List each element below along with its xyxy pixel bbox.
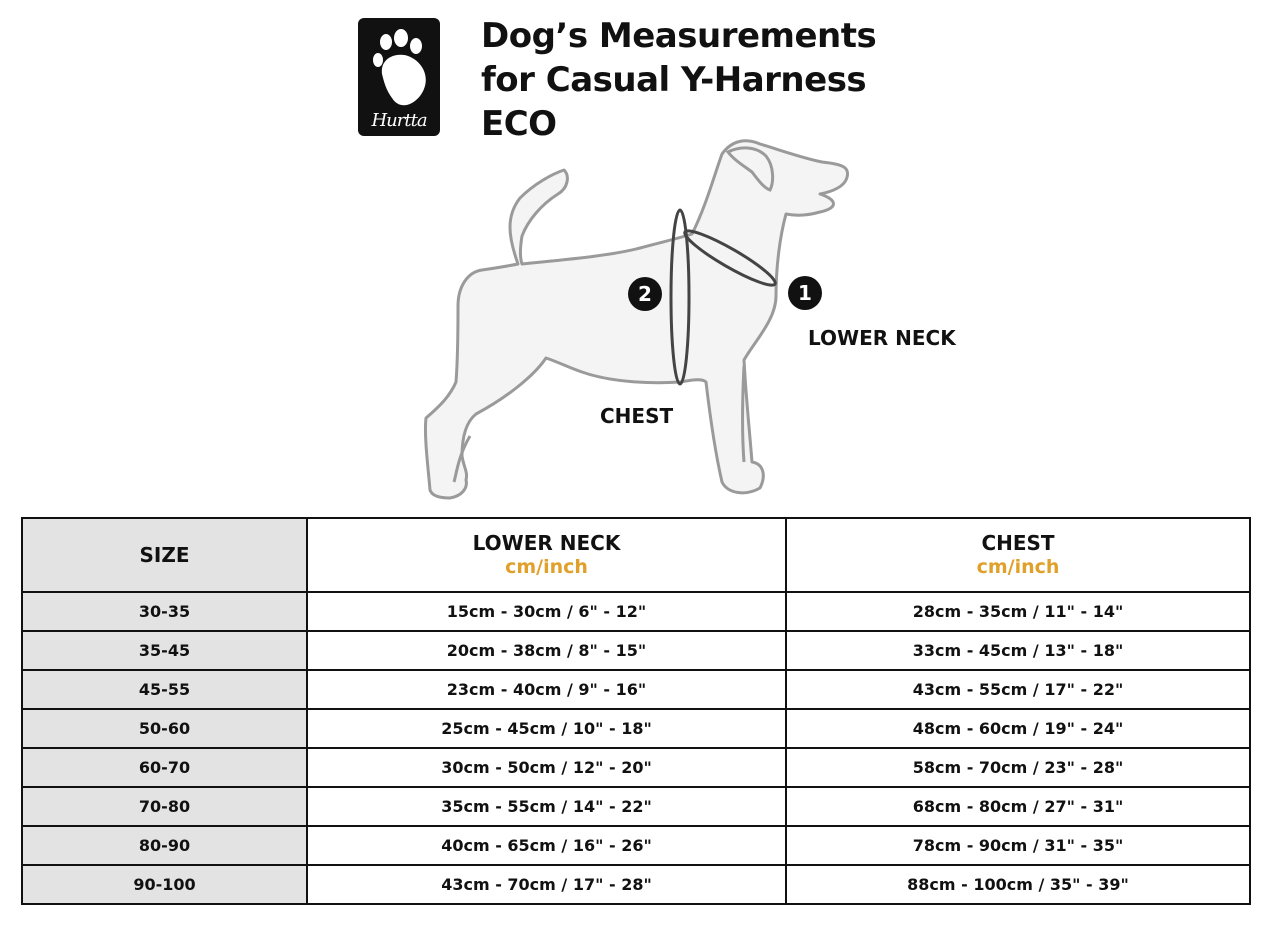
hurtta-logo: [358, 18, 440, 136]
cell-lower-neck: 25cm - 45cm / 10" - 18": [307, 709, 786, 748]
cell-lower-neck: 43cm - 70cm / 17" - 28": [307, 865, 786, 904]
cell-lower-neck: 15cm - 30cm / 6" - 12": [307, 592, 786, 631]
header-lower-neck: [307, 518, 786, 592]
table-row: [22, 592, 1250, 631]
cell-chest: 28cm - 35cm / 11" - 14": [786, 592, 1250, 631]
cell-lower-neck: 35cm - 55cm / 14" - 22": [307, 787, 786, 826]
header-chest-unit: cm/inch: [976, 556, 1060, 578]
cell-lower-neck: 23cm - 40cm / 9" - 16": [307, 670, 786, 709]
cell-chest: 78cm - 90cm / 31" - 35": [786, 826, 1250, 865]
cell-size: 50-60: [22, 709, 307, 748]
table-row: [22, 631, 1250, 670]
marker-2-label: 2: [638, 282, 652, 306]
title-line-2: for Casual Y-Harness: [481, 60, 867, 100]
chest-label: CHEST: [600, 404, 674, 428]
marker-1-label: 1: [798, 281, 812, 305]
header-size: SIZE: [22, 518, 307, 592]
cell-size: 60-70: [22, 748, 307, 787]
dog-silhouette: [425, 141, 847, 498]
cell-size: 35-45: [22, 631, 307, 670]
cell-size: 30-35: [22, 592, 307, 631]
dog-measurement-diagram: [410, 136, 860, 506]
table-row: [22, 826, 1250, 865]
table-row: [22, 709, 1250, 748]
size-chart-table: [21, 517, 1251, 905]
cell-size: 90-100: [22, 865, 307, 904]
header-chest-title: CHEST: [981, 531, 1055, 555]
dog-far-front-leg: [743, 366, 745, 462]
cell-chest: 88cm - 100cm / 35" - 39": [786, 865, 1250, 904]
cell-lower-neck: 20cm - 38cm / 8" - 15": [307, 631, 786, 670]
lower-neck-label: LOWER NECK: [808, 326, 956, 350]
page-title: [481, 14, 921, 146]
cell-size: 70-80: [22, 787, 307, 826]
table-header-row: [22, 518, 1250, 592]
title-line-3: ECO: [481, 104, 557, 144]
logo-wordmark: Hurtta: [371, 110, 427, 131]
header-lower-neck-title: LOWER NECK: [472, 531, 621, 555]
table-row: [22, 748, 1250, 787]
header-lower-neck-unit: cm/inch: [505, 556, 588, 578]
cell-size: 45-55: [22, 670, 307, 709]
cell-chest: 43cm - 55cm / 17" - 22": [786, 670, 1250, 709]
header-chest: [786, 518, 1250, 592]
cell-chest: 58cm - 70cm / 23" - 28": [786, 748, 1250, 787]
cell-chest: 33cm - 45cm / 13" - 18": [786, 631, 1250, 670]
table-row: [22, 670, 1250, 709]
title-line-1: Dog’s Measurements: [481, 16, 877, 56]
cell-size: 80-90: [22, 826, 307, 865]
table-row: [22, 787, 1250, 826]
cell-chest: 68cm - 80cm / 27" - 31": [786, 787, 1250, 826]
cell-lower-neck: 40cm - 65cm / 16" - 26": [307, 826, 786, 865]
table-row: [22, 865, 1250, 904]
cell-chest: 48cm - 60cm / 19" - 24": [786, 709, 1250, 748]
cell-lower-neck: 30cm - 50cm / 12" - 20": [307, 748, 786, 787]
